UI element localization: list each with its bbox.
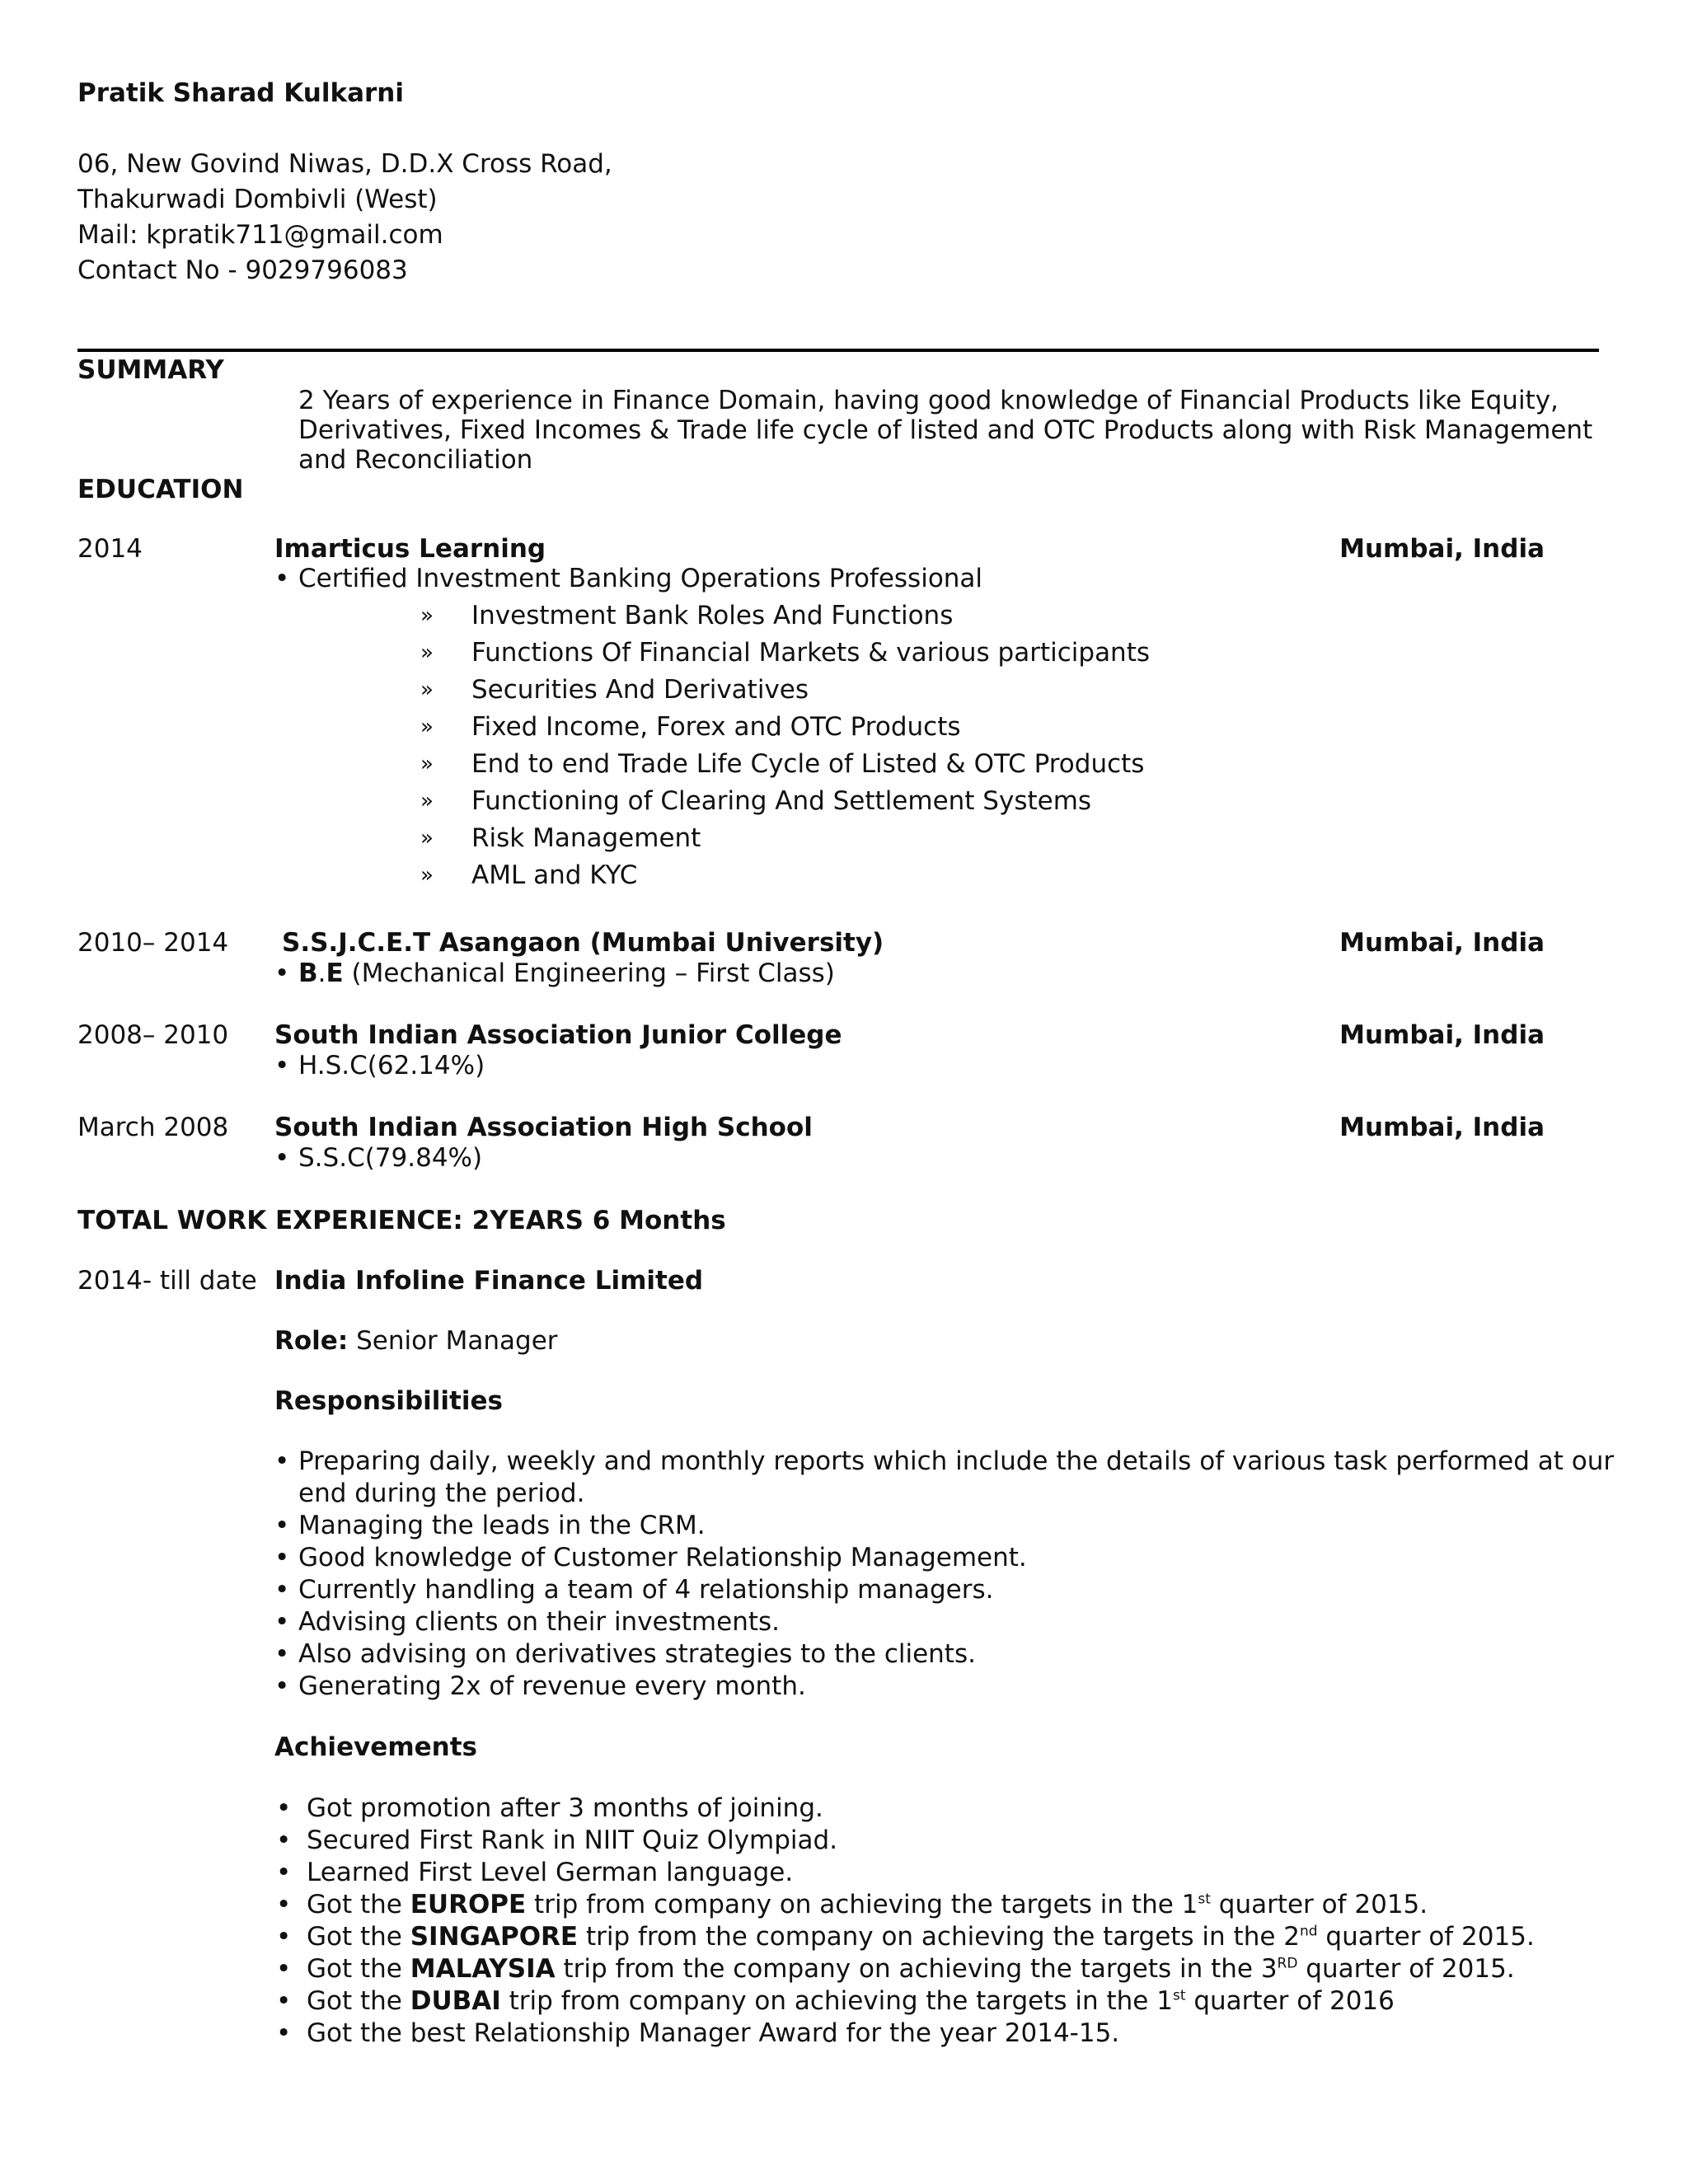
bullet: • <box>274 1543 290 1572</box>
module-item: Risk Management <box>471 823 701 853</box>
module-item: Fixed Income, Forex and OTC Products <box>471 712 961 742</box>
achievement-item: Secured First Rank in NIIT Quiz Olympiad. <box>307 1825 838 1855</box>
ordinal-suffix: nd <box>1300 1923 1318 1940</box>
bullet: • <box>274 564 290 593</box>
module-item: Functioning of Clearing And Settlement Systems <box>471 786 1092 816</box>
responsibility-item: Advising clients on their investments. <box>298 1607 781 1637</box>
trip-suffix: quarter of 2016 <box>1185 1986 1395 2016</box>
trip-text: trip from the company on achieving the targets in the 2 <box>578 1922 1300 1952</box>
achievements-heading: Achievements <box>274 1732 477 1762</box>
achievement-trip <box>307 1922 1535 1952</box>
trip-prefix: Got the <box>307 1986 410 2016</box>
section-divider <box>77 349 1599 352</box>
bullet: • <box>276 1954 292 1984</box>
responsibilities-heading: Responsibilities <box>274 1386 503 1416</box>
degree-abbrev-e: E <box>326 958 344 988</box>
trip-prefix: Got the <box>307 1922 410 1952</box>
arrow-bullet: » <box>420 752 434 776</box>
address-line-1: 06, New Govind Niwas, D.D.X Cross Road, <box>77 149 612 179</box>
summary-line: Derivatives, Fixed Incomes & Trade life cycle of listed and OTC Products along with Risk Management <box>298 415 1593 445</box>
trip-suffix: quarter of 2015. <box>1210 1890 1428 1919</box>
degree-dot: . <box>317 958 326 988</box>
arrow-bullet: » <box>420 603 434 628</box>
trip-text: trip from the company on achieving the targets in the 3 <box>555 1954 1278 1984</box>
bullet: • <box>274 1511 290 1540</box>
bullet: • <box>274 1051 290 1080</box>
institution-name: Imarticus Learning <box>274 534 546 564</box>
trip-text: trip from company on achieving the targets in the 1 <box>526 1890 1198 1919</box>
bullet: • <box>276 1858 292 1887</box>
education-year: March 2008 <box>77 1113 229 1142</box>
module-item: Functions Of Financial Markets & various participants <box>471 638 1151 668</box>
trip-destination: SINGAPORE <box>410 1922 579 1952</box>
work-experience-heading: TOTAL WORK EXPERIENCE: 2YEARS 6 Months <box>77 1206 726 1235</box>
trip-destination: EUROPE <box>410 1890 527 1919</box>
summary-line: and Reconciliation <box>298 445 533 475</box>
bullet: • <box>274 1575 290 1605</box>
responsibility-item: end during the period. <box>298 1479 585 1508</box>
achievement-trip <box>307 1986 1395 2017</box>
bullet: • <box>274 1671 290 1701</box>
trip-suffix: quarter of 2015. <box>1317 1922 1535 1952</box>
summary-heading: SUMMARY <box>77 355 224 385</box>
education-detail: H.S.C(62.14%) <box>298 1051 485 1080</box>
bullet: • <box>276 1825 292 1855</box>
institution-location: Mumbai, India <box>1339 1113 1545 1142</box>
module-item: Securities And Derivatives <box>471 675 809 705</box>
degree-detail: (Mechanical Engineering – First Class) <box>343 958 835 988</box>
trip-destination: DUBAI <box>410 1986 501 2016</box>
responsibility-item: Managing the leads in the CRM. <box>298 1511 706 1540</box>
achievement-item: Got promotion after 3 months of joining. <box>307 1793 823 1823</box>
arrow-bullet: » <box>420 715 434 739</box>
education-heading: EDUCATION <box>77 475 244 504</box>
arrow-bullet: » <box>420 863 434 888</box>
summary-line: 2 Years of experience in Finance Domain, having good knowledge of Financial Products like Equity, <box>298 386 1559 415</box>
achievement-trip <box>307 1954 1515 1985</box>
institution-name: South Indian Association Junior College <box>274 1020 842 1050</box>
institution-location: Mumbai, India <box>1339 928 1545 958</box>
bullet: • <box>276 1922 292 1952</box>
degree-abbrev-b: B <box>298 958 318 988</box>
achievement-item: Learned First Level German language. <box>307 1858 794 1887</box>
module-item: AML and KYC <box>471 860 638 890</box>
ordinal-suffix: st <box>1198 1891 1211 1908</box>
institution-name: South Indian Association High School <box>274 1113 813 1142</box>
ordinal-suffix: st <box>1172 1987 1186 2004</box>
education-year: 2010– 2014 <box>77 928 229 958</box>
bullet: • <box>274 1143 290 1173</box>
responsibility-item: Preparing daily, weekly and monthly reports which include the details of various task performed at our <box>298 1446 1615 1476</box>
responsibility-item: Currently handling a team of 4 relationship managers. <box>298 1575 994 1605</box>
education-detail <box>298 958 835 989</box>
module-item: Investment Bank Roles And Functions <box>471 601 954 630</box>
arrow-bullet: » <box>420 640 434 665</box>
role-label: Role: <box>274 1326 349 1356</box>
address-line-2: Thakurwadi Dombivli (West) <box>77 185 438 214</box>
institution-location: Mumbai, India <box>1339 534 1545 564</box>
trip-prefix: Got the <box>307 1890 410 1919</box>
education-year: 2014 <box>77 534 143 564</box>
bullet: • <box>274 1607 290 1637</box>
bullet: • <box>276 1890 292 1919</box>
arrow-bullet: » <box>420 826 434 851</box>
role-line <box>274 1326 558 1357</box>
responsibility-item: Generating 2x of revenue every month. <box>298 1671 806 1701</box>
bullet: • <box>274 1446 290 1476</box>
candidate-name: Pratik Sharad Kulkarni <box>77 78 404 108</box>
arrow-bullet: » <box>420 677 434 702</box>
institution-location: Mumbai, India <box>1339 1020 1545 1050</box>
trip-prefix: Got the <box>307 1954 410 1984</box>
achievement-trip <box>307 1890 1428 1920</box>
responsibility-item: Also advising on derivatives strategies to the clients. <box>298 1639 976 1669</box>
bullet: • <box>276 1986 292 2016</box>
bullet: • <box>276 2018 292 2048</box>
trip-destination: MALAYSIA <box>410 1954 556 1984</box>
education-detail: Certified Investment Banking Operations Professional <box>298 564 983 593</box>
role-value: Senior Manager <box>348 1326 558 1356</box>
trip-text: trip from company on achieving the targets in the 1 <box>500 1986 1173 2016</box>
email-line: Mail: kpratik711@gmail.com <box>77 220 443 250</box>
achievement-item: Got the best Relationship Manager Award for the year 2014-15. <box>307 2018 1120 2048</box>
bullet: • <box>276 1793 292 1823</box>
education-detail: S.S.C(79.84%) <box>298 1143 483 1173</box>
bullet: • <box>274 958 290 988</box>
company-name: India Infoline Finance Limited <box>274 1266 704 1296</box>
trip-suffix: quarter of 2015. <box>1297 1954 1515 1984</box>
education-year: 2008– 2010 <box>77 1020 229 1050</box>
bullet: • <box>274 1639 290 1669</box>
ordinal-suffix: RD <box>1277 1955 1298 1972</box>
work-period: 2014- till date <box>77 1266 257 1296</box>
module-item: End to end Trade Life Cycle of Listed & OTC Products <box>471 749 1145 779</box>
arrow-bullet: » <box>420 789 434 813</box>
institution-name: S.S.J.C.E.T Asangaon (Mumbai University) <box>282 928 884 958</box>
contact-line: Contact No - 9029796083 <box>77 255 408 285</box>
responsibility-item: Good knowledge of Customer Relationship Management. <box>298 1543 1027 1572</box>
